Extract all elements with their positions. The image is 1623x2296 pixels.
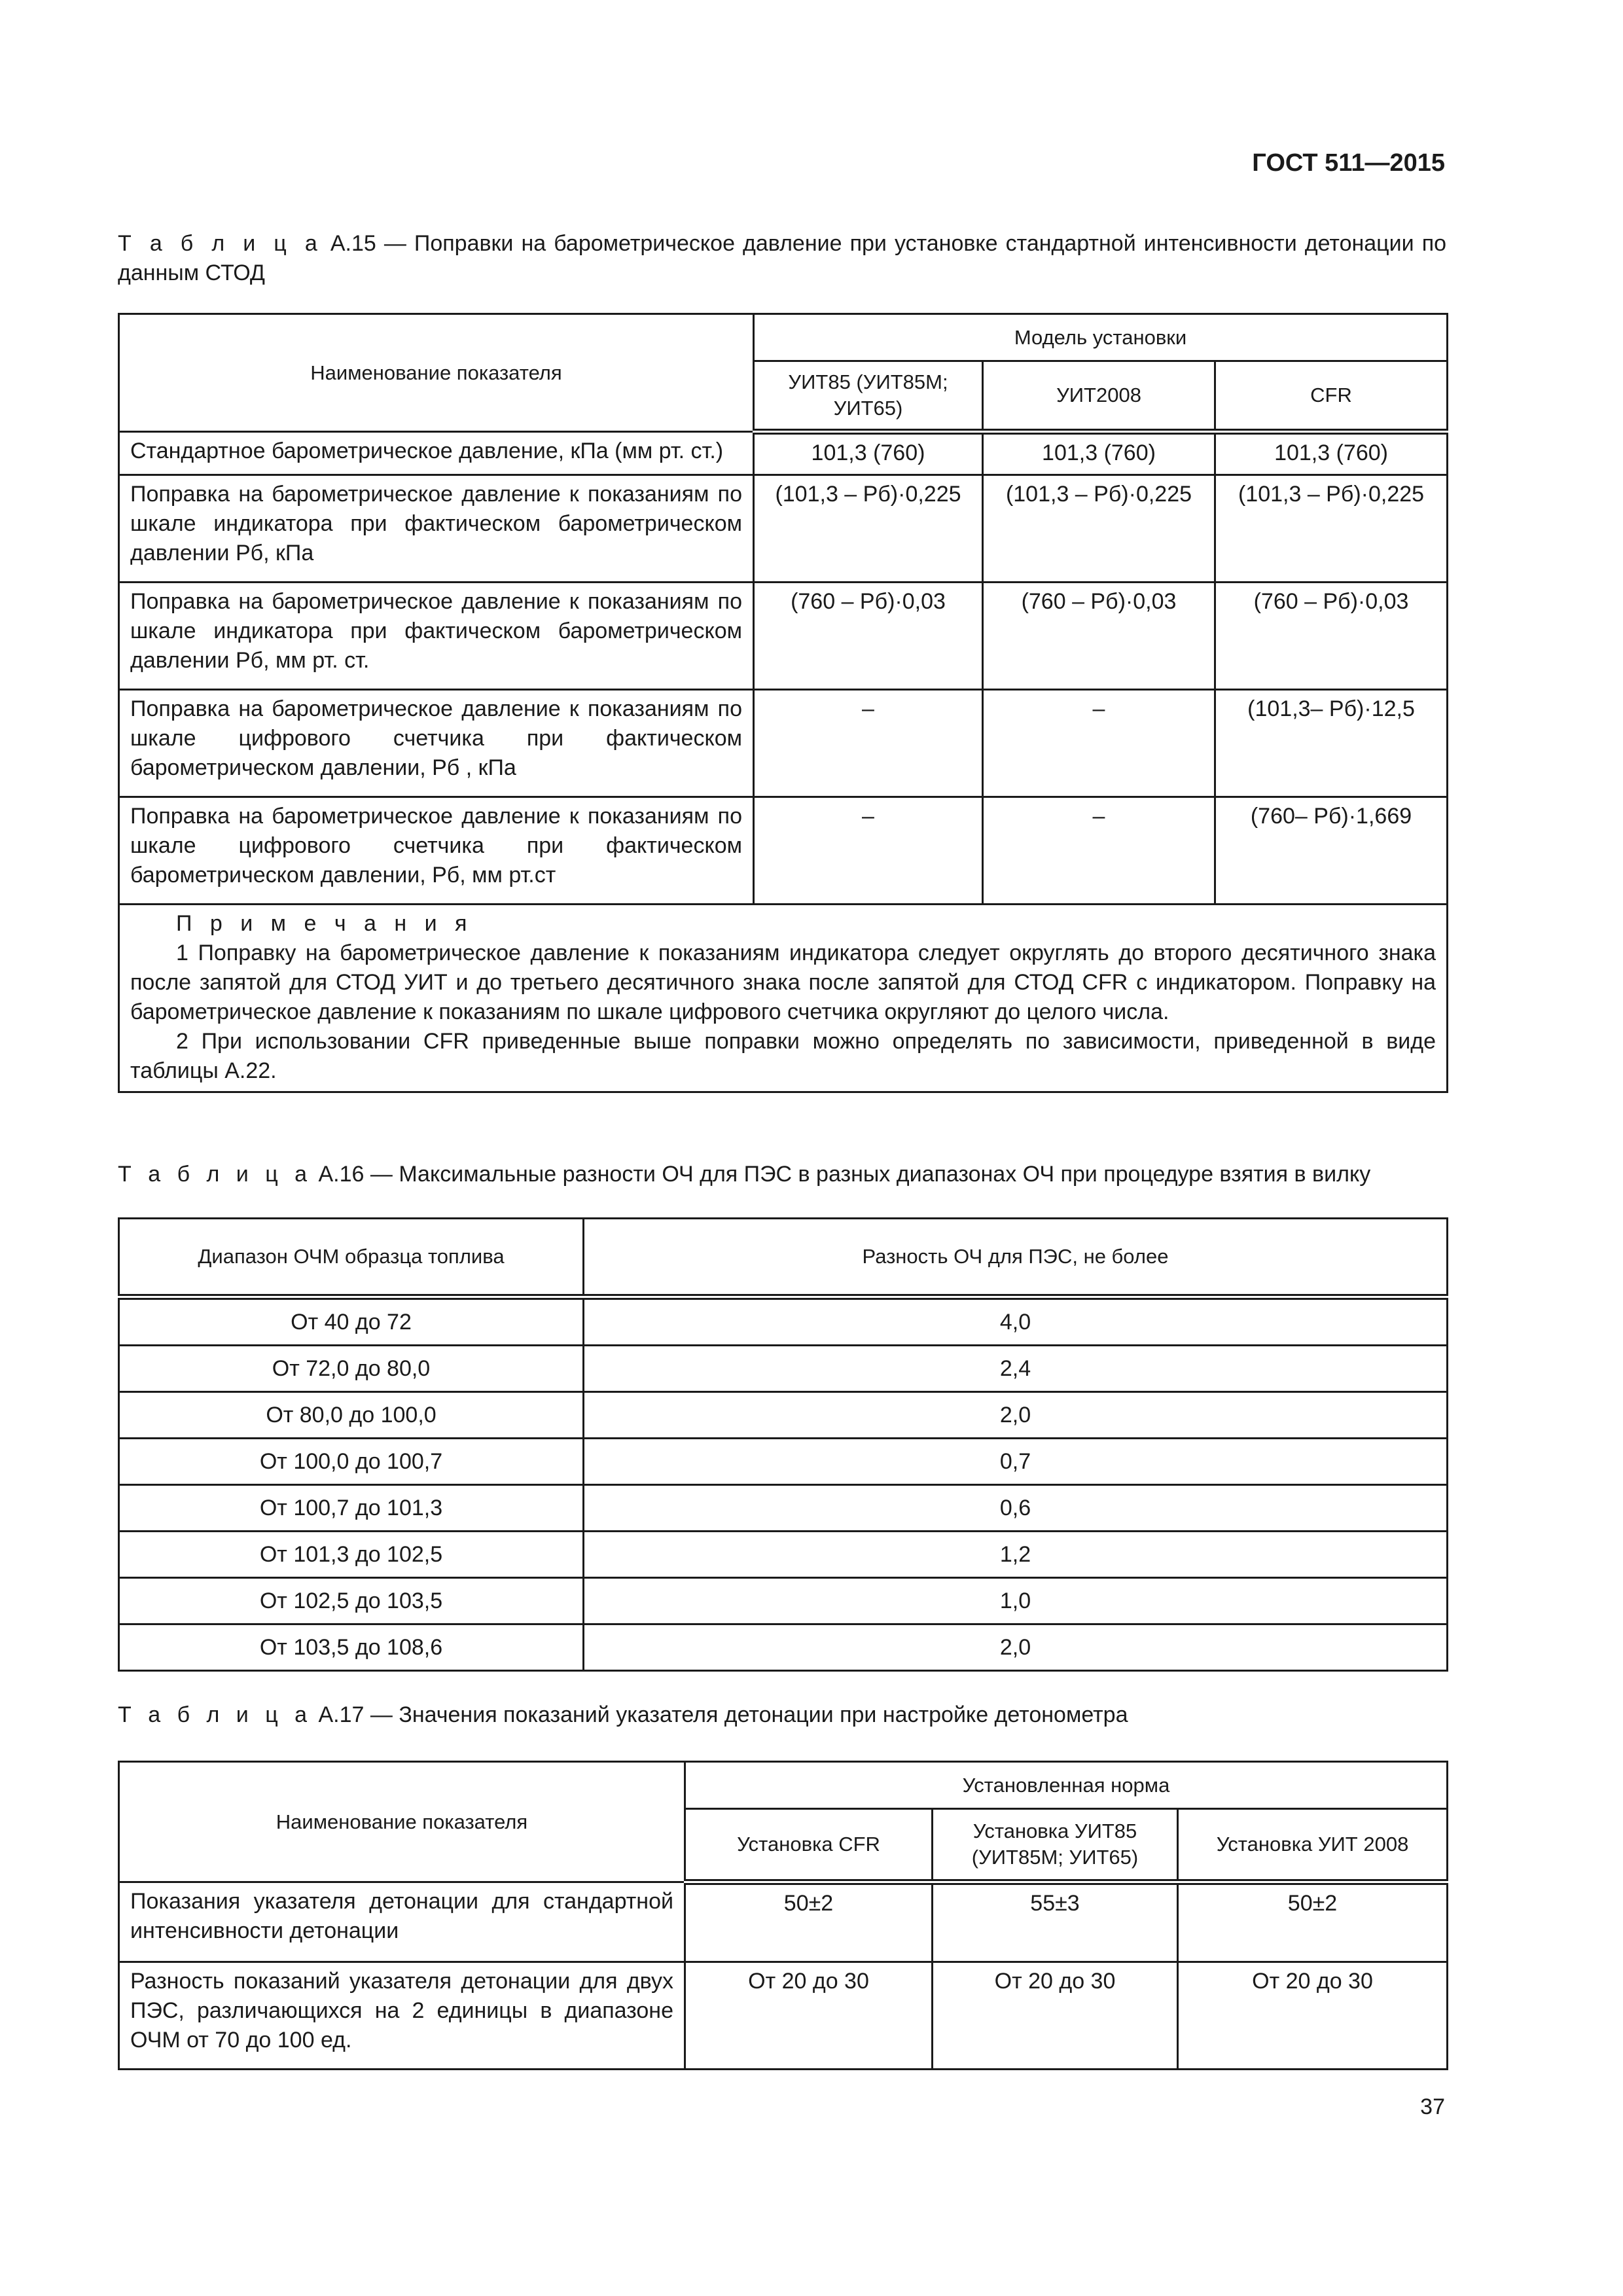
table-row [119, 1962, 1448, 2070]
cell-value: – [983, 690, 1215, 797]
table-row [119, 1578, 1448, 1624]
value-cell: 2,0 [584, 1624, 1448, 1671]
table-notes [119, 905, 1448, 1092]
table-a15-head-group: Модель установки [754, 314, 1448, 361]
range-cell: От 100,7 до 101,3 [119, 1485, 584, 1532]
table-label: Т а б л и ц а [118, 1162, 313, 1187]
range-cell: От 40 до 72 [119, 1297, 584, 1346]
cell-value: От 20 до 30 [685, 1962, 933, 2070]
cell-value: (101,3 – Pб)·0,225 [1215, 475, 1448, 583]
table-a16 [118, 1217, 1448, 1672]
row-name: Показания указателя детонации для стандартной интенсивности детонации [119, 1882, 685, 1962]
table-a16-head-col: Диапазон ОЧМ образца топлива [119, 1219, 584, 1297]
value-cell: 0,6 [584, 1485, 1448, 1532]
table-row [119, 1297, 1448, 1346]
table-a17 [118, 1761, 1448, 2070]
table-row [119, 1346, 1448, 1392]
table-a16-head-col: Разность ОЧ для ПЭС, не более [584, 1219, 1448, 1297]
value-cell: 2,0 [584, 1392, 1448, 1439]
table-a16-caption [118, 1160, 1446, 1189]
table-row [119, 475, 1448, 583]
value-cell: 4,0 [584, 1297, 1448, 1346]
table-row [119, 797, 1448, 905]
note-item: 1 Поправку на барометрическое давление к показаниям индикатора следует округлять до второго десятичного знака после запятой для СТОД УИТ и до третьего десятичного знака после запятой для СТОД CFR с индикатором. Поправку на барометрическое давление к показаниям по шкале цифрового счетчика округляют до целого числа. [130, 941, 1436, 1024]
table-a17-head-col: Установка CFR [685, 1809, 933, 1882]
row-name: Поправка на барометрическое давление к показаниям по шкале индикатора при фактическом барометрическом давлении Pб, мм рт. ст. [119, 583, 754, 690]
document-code: ГОСТ 511—2015 [1252, 149, 1445, 177]
table-caption-text: А.17 — Значения показаний указателя детонации при настройке детонометра [318, 1702, 1128, 1727]
cell-value: (760 – Pб)·0,03 [983, 583, 1215, 690]
table-caption-text: А.15 — Поправки на барометрическое давление при установке стандартной интенсивности детонации по данным СТОД [118, 231, 1447, 285]
range-cell: От 100,0 до 100,7 [119, 1439, 584, 1485]
value-cell: 0,7 [584, 1439, 1448, 1485]
range-cell: От 103,5 до 108,6 [119, 1624, 584, 1671]
cell-value: 101,3 (760) [754, 432, 983, 475]
notes-title: П р и м е ч а н и я [176, 911, 473, 936]
cell-value: 101,3 (760) [983, 432, 1215, 475]
table-label: Т а б л и ц а [118, 231, 323, 256]
table-a17-head-col: Установка УИТ 2008 [1178, 1809, 1448, 1882]
page-number: 37 [1420, 2094, 1445, 2119]
row-name: Разность показаний указателя детонации для двух ПЭС, различающихся на 2 единицы в диапазоне ОЧМ от 70 до 100 ед. [119, 1962, 685, 2070]
cell-value: (760 – Pб)·0,03 [754, 583, 983, 690]
table-row [119, 1882, 1448, 1962]
table-row [119, 432, 1448, 475]
note-item: 2 При использовании CFR приведенные выше поправки можно определять по зависимости, приведенной в виде таблицы А.22. [130, 1029, 1436, 1083]
cell-value: (101,3 – Pб)·0,225 [983, 475, 1215, 583]
table-a17-head-name: Наименование показателя [119, 1762, 685, 1882]
table-row [119, 1532, 1448, 1578]
row-name: Поправка на барометрическое давление к показаниям по шкале индикатора при фактическом барометрическом давлении Pб, кПа [119, 475, 754, 583]
table-a15-head-col: УИТ85 (УИТ85М; УИТ65) [754, 361, 983, 432]
table-row [119, 583, 1448, 690]
value-cell: 1,2 [584, 1532, 1448, 1578]
table-row [119, 1485, 1448, 1532]
cell-value: – [754, 690, 983, 797]
table-row [119, 1624, 1448, 1671]
row-name: Поправка на барометрическое давление к показаниям по шкале цифрового счетчика при фактическом барометрическом давлении, Pб, мм рт.ст [119, 797, 754, 905]
cell-value: (760 – Pб)·0,03 [1215, 583, 1448, 690]
table-a15-head-name: Наименование показателя [119, 314, 754, 432]
table-a17-head-col: Установка УИТ85 (УИТ85М; УИТ65) [933, 1809, 1178, 1882]
value-cell: 1,0 [584, 1578, 1448, 1624]
row-name: Стандартное барометрическое давление, кПа (мм рт. ст.) [119, 432, 754, 475]
value-cell: 2,4 [584, 1346, 1448, 1392]
table-caption-text: А.16 — Максимальные разности ОЧ для ПЭС в разных диапазонах ОЧ при процедуре взятия в вилку [318, 1162, 1371, 1187]
cell-value: (101,3 – Pб)·0,225 [754, 475, 983, 583]
range-cell: От 101,3 до 102,5 [119, 1532, 584, 1578]
table-label: Т а б л и ц а [118, 1702, 313, 1727]
range-cell: От 72,0 до 80,0 [119, 1346, 584, 1392]
table-a15 [118, 313, 1448, 1093]
cell-value: (101,3– Pб)·12,5 [1215, 690, 1448, 797]
table-a15-head-col: УИТ2008 [983, 361, 1215, 432]
cell-value: – [983, 797, 1215, 905]
cell-value: 101,3 (760) [1215, 432, 1448, 475]
table-row [119, 1392, 1448, 1439]
cell-value: 50±2 [1178, 1882, 1448, 1962]
table-row [119, 690, 1448, 797]
cell-value: 50±2 [685, 1882, 933, 1962]
row-name: Поправка на барометрическое давление к показаниям по шкале цифрового счетчика при фактическом барометрическом давлении, Pб , кПа [119, 690, 754, 797]
cell-value: – [754, 797, 983, 905]
table-notes-row [119, 905, 1448, 1092]
table-a17-caption [118, 1700, 1446, 1730]
table-a17-head-group: Установленная норма [685, 1762, 1448, 1809]
table-a15-caption [118, 229, 1446, 288]
table-row [119, 1439, 1448, 1485]
range-cell: От 80,0 до 100,0 [119, 1392, 584, 1439]
cell-value: От 20 до 30 [1178, 1962, 1448, 2070]
cell-value: 55±3 [933, 1882, 1178, 1962]
cell-value: (760– Pб)·1,669 [1215, 797, 1448, 905]
table-a15-head-col: CFR [1215, 361, 1448, 432]
cell-value: От 20 до 30 [933, 1962, 1178, 2070]
range-cell: От 102,5 до 103,5 [119, 1578, 584, 1624]
